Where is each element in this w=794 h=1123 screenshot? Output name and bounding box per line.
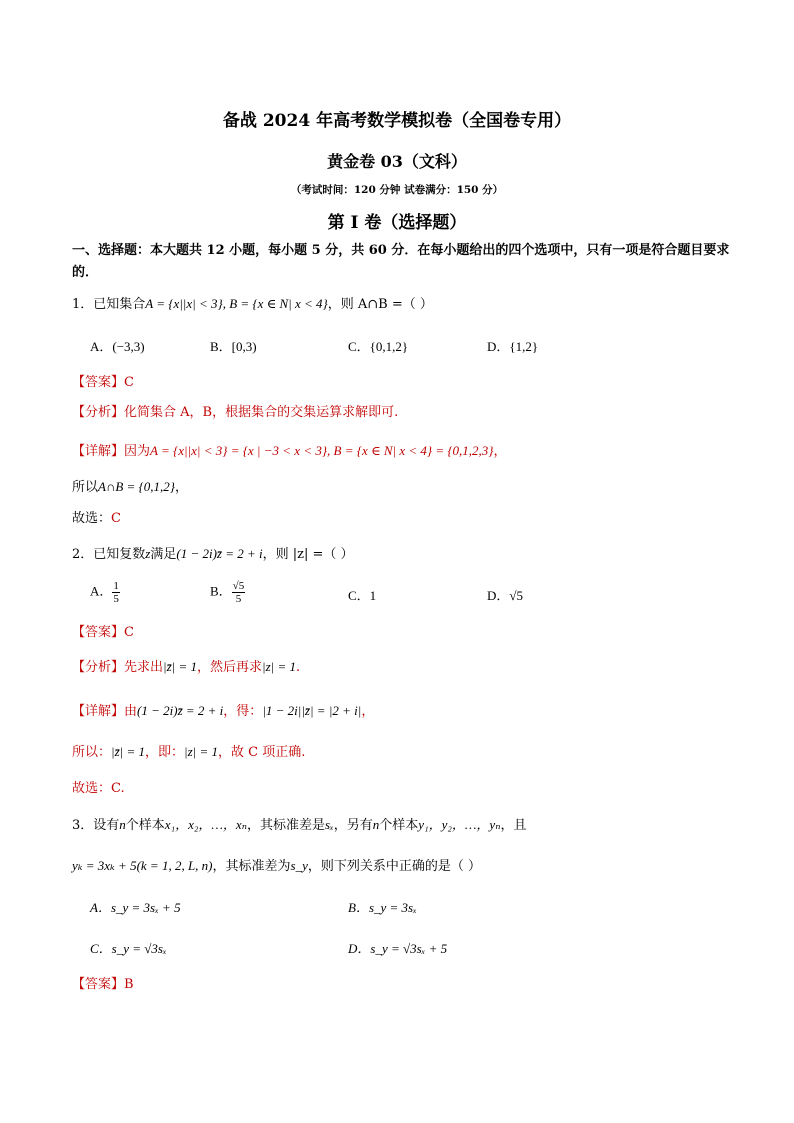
detail-label: 【详解】 <box>72 444 125 459</box>
q2-answer <box>72 624 134 642</box>
q3-line1-n: n <box>119 817 126 832</box>
q2-option-a-num: 1 <box>113 580 119 592</box>
q2-therefore-math2: |z| = 1 <box>184 744 218 759</box>
q3-option-b: B．s_y = 3sₓ <box>348 900 417 915</box>
q2-therefore-math1: |z̄| = 1 <box>111 744 145 759</box>
q3-option-c: C．s_y = √3sₓ <box>90 941 167 956</box>
q1-option-b: B．[0,3) <box>210 339 257 354</box>
q2-option-d: D．√5 <box>487 588 524 603</box>
q2-therefore-suffix: ，故 C 项正确. <box>218 745 306 760</box>
q1-therefore-prefix: 所以 <box>72 480 99 495</box>
q2-option-b <box>210 580 245 605</box>
q2-option-b-den: 5 <box>235 593 242 605</box>
q2-analysis-prefix: 先求出 <box>124 660 164 675</box>
q3-line1-sx: sₓ <box>325 817 334 832</box>
q2-analysis-suffix: . <box>296 660 301 675</box>
q1-analysis-text: 化简集合 A，B，根据集合的交集运算求解即可. <box>124 405 399 420</box>
q2-option-a-fraction <box>112 580 120 605</box>
q2-option-a-den: 5 <box>113 593 119 605</box>
q1-stem-math: A = {x||x| < 3}, B = {x ∈ N| x < 4} <box>145 296 328 311</box>
q2-stem-math: (1 − 2i)z̄ = 2 + i <box>176 546 263 561</box>
q2-option-a-label: A． <box>90 583 113 599</box>
q2-detail-mid: ，得： <box>223 704 263 719</box>
q2-choose <box>72 780 125 798</box>
q1-analysis <box>72 404 398 422</box>
section-title: 第 I 卷（选择题） <box>327 213 467 233</box>
q3-line2-b: ，则下列关系中正确的是（ ） <box>307 859 481 874</box>
q2-option-b-label: B． <box>210 583 232 599</box>
q1-stem <box>72 295 433 314</box>
q2-analysis-mid: ，然后再求 <box>197 660 263 675</box>
q2-detail-math1: (1 − 2i)z̄ = 2 + i <box>137 703 224 718</box>
q1-stem-prefix: 1．已知集合 <box>72 297 146 312</box>
q1-detail <box>72 442 507 461</box>
q2-stem-prefix: 2．已知复数 <box>72 547 146 562</box>
q3-line1-b: ，其标准差是 <box>246 818 325 833</box>
q3-line1-ys: y₁，y₂，…，yₙ <box>418 817 501 832</box>
q1-detail-math: A = {x||x| < 3} = {x | −3 < x < 3}, B = {x ∈ N| x < 4} = {0,1,2,3} <box>150 443 494 458</box>
q2-analysis <box>72 658 300 677</box>
q3-line1-e: ，且 <box>500 818 527 833</box>
q3-answer <box>72 976 134 994</box>
choose-label: 故选： <box>72 781 112 796</box>
q2-option-a <box>90 580 120 605</box>
instructions: 一、选择题：本大题共 12 小题，每小题 5 分，共 60 分．在每小题给出的四个选项中，只有一项是符合题目要求的． <box>72 243 730 280</box>
q1-therefore-suffix: ， <box>174 480 188 495</box>
q2-stem-mid: 满足 <box>150 547 177 562</box>
q3-line1-prefix: 3．设有 <box>72 818 120 833</box>
analysis-label: 【分析】 <box>72 660 125 675</box>
answer-label: 【答案】 <box>72 625 125 640</box>
page-title: 备战 2024 年高考数学模拟卷（全国卷专用） <box>222 111 572 131</box>
q3-answer-value: B <box>124 977 134 992</box>
paper-subtitle: 黄金卷 03（文科） <box>327 152 467 171</box>
answer-label: 【答案】 <box>72 977 125 992</box>
q3-line2 <box>72 857 481 876</box>
q2-therefore <box>72 743 305 762</box>
answer-label: 【答案】 <box>72 375 125 390</box>
q1-choose <box>72 510 121 528</box>
q3-line1-c: ，另有 <box>333 818 373 833</box>
q2-option-b-fraction <box>232 580 246 605</box>
q2-option-b-num: √5 <box>232 580 245 592</box>
q2-stem <box>72 545 354 564</box>
choose-label: 故选： <box>72 511 112 526</box>
q1-detail-suffix: ， <box>493 444 507 459</box>
q2-answer-value: C <box>124 625 134 640</box>
q2-detail-math2: |1 − 2i||z̄| = |2 + i| <box>262 703 362 718</box>
q1-stem-suffix: ，则 A∩B =（ ） <box>327 297 433 312</box>
q1-option-c: C．{0,1,2} <box>348 339 409 354</box>
q3-line2-a: ，其标准差为 <box>212 859 291 874</box>
q2-detail-prefix: 由 <box>124 704 138 719</box>
q3-line2-sy: s_y <box>290 858 308 873</box>
q2-choose-value: C. <box>111 781 125 796</box>
q3-line1-xs: x₁，x₂，…，xₙ <box>164 817 247 832</box>
q1-option-a: A．(−3,3) <box>90 339 145 354</box>
q3-line1-a: 个样本 <box>125 818 165 833</box>
q3-line1 <box>72 816 527 835</box>
q2-analysis-math1: |z̄| = 1 <box>163 659 198 674</box>
detail-label: 【详解】 <box>72 704 125 719</box>
q3-option-a: A．s_y = 3sₓ + 5 <box>90 900 181 915</box>
q2-detail <box>72 702 374 721</box>
q2-stem-var: z <box>145 546 151 561</box>
q1-choose-value: C <box>111 511 121 526</box>
exam-note: （考试时间：120 分钟 试卷满分：150 分） <box>290 184 504 196</box>
q3-line1-n2: n <box>372 817 380 832</box>
q2-stem-suffix: ，则 |z| =（ ） <box>262 547 354 562</box>
q1-detail-prefix: 因为 <box>124 444 151 459</box>
q3-line2-math: yₖ = 3xₖ + 5(k = 1, 2, L, n) <box>72 858 213 873</box>
analysis-label: 【分析】 <box>72 405 125 420</box>
q2-analysis-math2: |z| = 1 <box>262 659 297 674</box>
q3-line1-d: 个样本 <box>379 818 419 833</box>
q1-therefore <box>72 478 188 497</box>
q1-therefore-math: A∩B = {0,1,2} <box>98 479 175 494</box>
q3-option-d: D．s_y = √3sₓ + 5 <box>348 941 448 956</box>
q2-option-c: C．1 <box>348 588 377 603</box>
q2-therefore-prefix: 所以： <box>72 745 112 760</box>
q1-answer-value: C <box>124 375 134 390</box>
q1-option-d: D．{1,2} <box>487 339 539 354</box>
q2-therefore-mid: ，即： <box>145 745 185 760</box>
q2-detail-suffix: ， <box>361 704 375 719</box>
q1-answer <box>72 374 134 392</box>
